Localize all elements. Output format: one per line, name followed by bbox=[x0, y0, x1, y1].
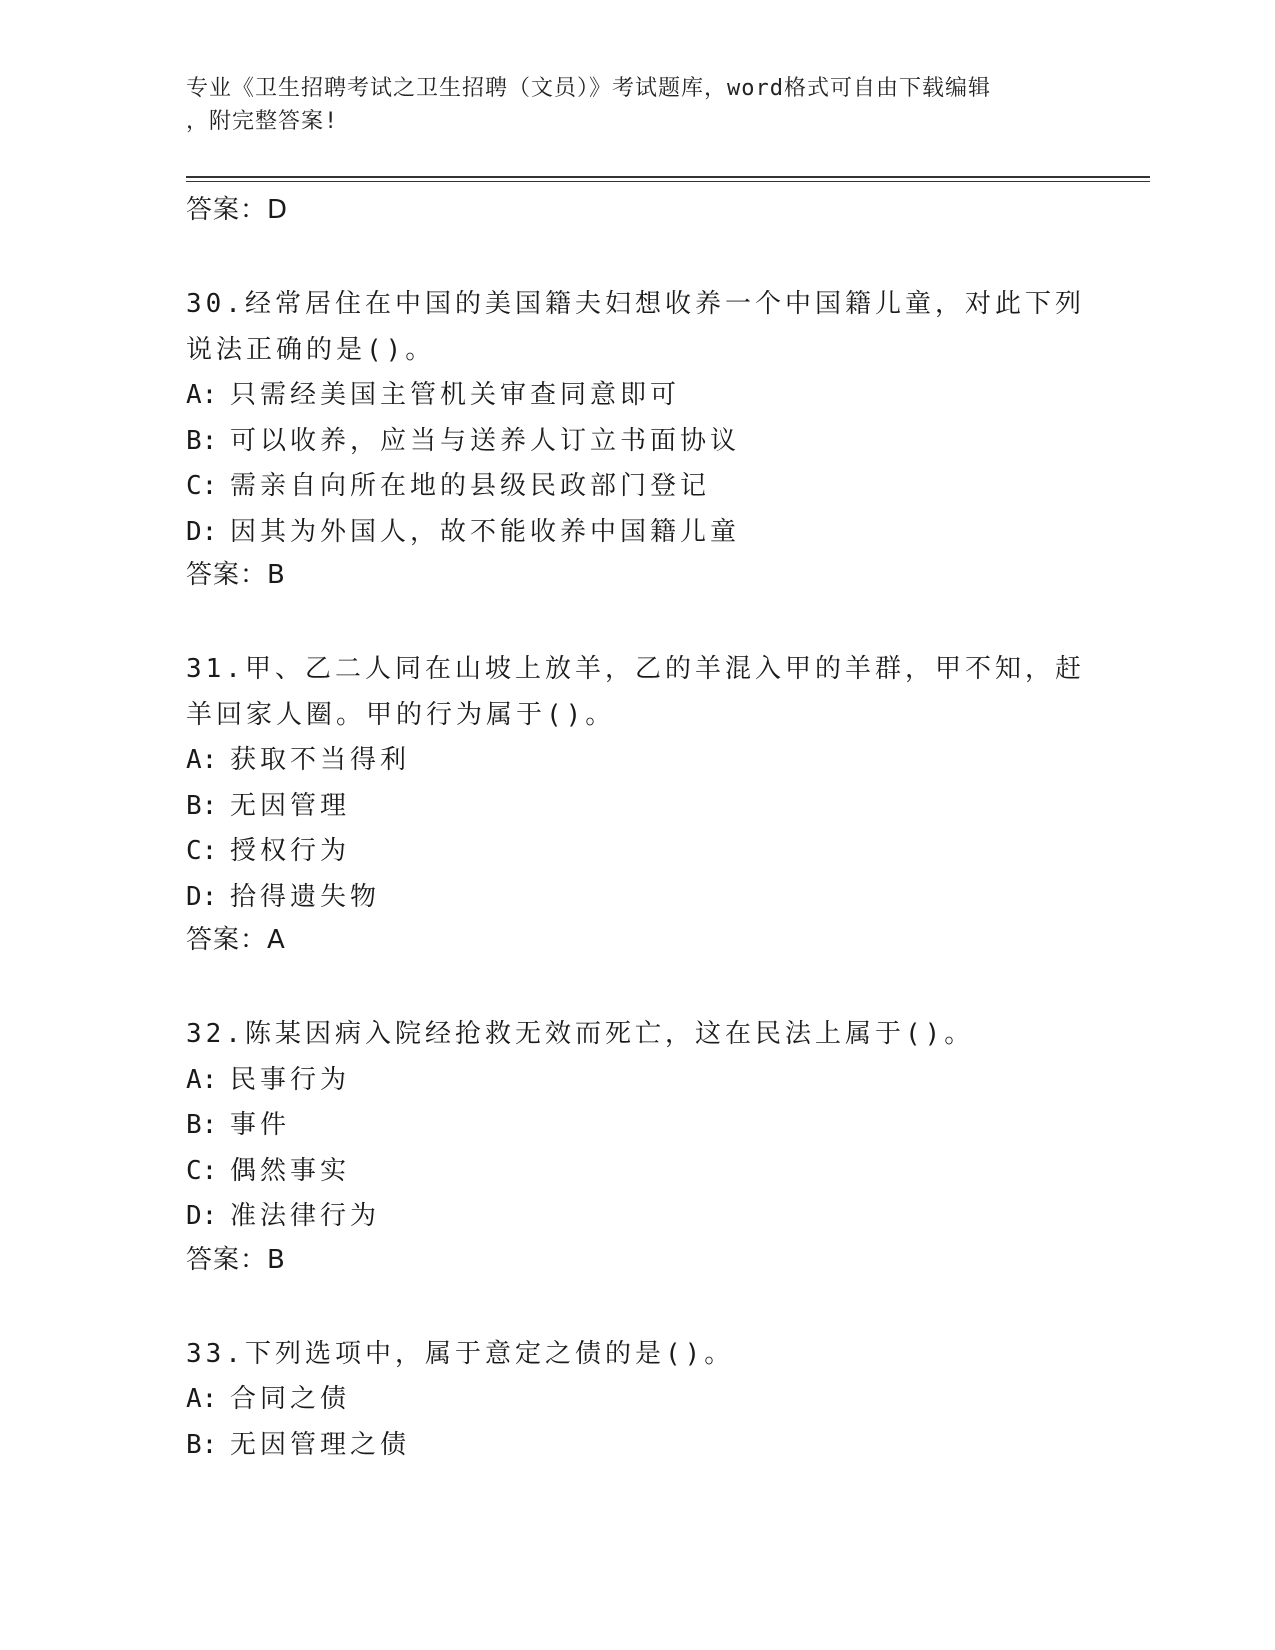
option-text: 拾得遗失物 bbox=[230, 881, 381, 912]
option-d bbox=[186, 875, 1086, 921]
option-c bbox=[186, 829, 1086, 875]
option-d bbox=[186, 1194, 1086, 1240]
option-key: C: bbox=[186, 836, 218, 866]
option-key: A: bbox=[186, 380, 218, 410]
option-text: 民事行为 bbox=[230, 1064, 351, 1095]
question-text: 31.甲、乙二人同在山坡上放羊，乙的羊混入甲的羊群，甲不知，赶羊回家人圈。甲的行为属于()。 bbox=[186, 654, 1085, 730]
option-key: D: bbox=[186, 1201, 218, 1231]
header-divider-thick bbox=[186, 176, 1150, 178]
option-key: A: bbox=[186, 1384, 218, 1414]
answer-line: 答案：A bbox=[186, 925, 286, 955]
option-b bbox=[186, 1103, 1086, 1149]
option-b bbox=[186, 1423, 1086, 1469]
option-text: 无因管理 bbox=[230, 790, 351, 821]
option-text: 授权行为 bbox=[230, 836, 351, 866]
option-c bbox=[186, 464, 1086, 510]
option-b bbox=[186, 784, 1086, 830]
option-c bbox=[186, 1149, 1086, 1195]
previous-answer: 答案：D bbox=[186, 195, 289, 225]
option-key: C: bbox=[186, 471, 218, 501]
option-text: 只需经美国主管机关审查同意即可 bbox=[230, 380, 681, 410]
question-text: 32.陈某因病入院经抢救无效而死亡，这在民法上属于()。 bbox=[186, 1019, 975, 1049]
option-text: 因其为外国人，故不能收养中国籍儿童 bbox=[230, 516, 741, 547]
option-text: 获取不当得利 bbox=[230, 745, 411, 775]
option-text: 无因管理之债 bbox=[230, 1429, 411, 1460]
question-33 bbox=[186, 1332, 1086, 1469]
option-d bbox=[186, 510, 1086, 556]
question-text: 33.下列选项中，属于意定之债的是()。 bbox=[186, 1338, 735, 1369]
document-header bbox=[186, 72, 1066, 138]
option-key: B: bbox=[186, 1110, 218, 1140]
question-30 bbox=[186, 282, 1086, 595]
option-text: 需亲自向所在地的县级民政部门登记 bbox=[230, 471, 711, 501]
option-key: B: bbox=[186, 1429, 218, 1460]
question-32 bbox=[186, 1012, 1086, 1280]
option-key: A: bbox=[186, 1064, 218, 1095]
option-text: 准法律行为 bbox=[230, 1201, 381, 1231]
option-key: B: bbox=[186, 425, 218, 456]
option-b bbox=[186, 419, 1086, 465]
option-key: B: bbox=[186, 790, 218, 821]
option-text: 偶然事实 bbox=[230, 1155, 351, 1186]
header-divider-thin bbox=[186, 181, 1150, 182]
question-list bbox=[186, 190, 1086, 1468]
answer-line: 答案：B bbox=[186, 560, 286, 590]
option-a bbox=[186, 1377, 1086, 1423]
option-a bbox=[186, 373, 1086, 419]
header-line-1: 专业《卫生招聘考试之卫生招聘（文员）》考试题库，word格式可自由下载编辑 bbox=[186, 76, 991, 101]
option-text: 事件 bbox=[230, 1110, 291, 1140]
question-text: 30.经常居住在中国的美国籍夫妇想收养一个中国籍儿童，对此下列说法正确的是()。 bbox=[186, 289, 1085, 365]
option-key: D: bbox=[186, 516, 218, 547]
answer-line: 答案：B bbox=[186, 1244, 286, 1275]
option-text: 合同之债 bbox=[230, 1384, 351, 1414]
option-key: A: bbox=[186, 745, 218, 775]
option-key: D: bbox=[186, 881, 218, 912]
option-a bbox=[186, 1058, 1086, 1104]
header-line-2: ，附完整答案! bbox=[186, 109, 339, 134]
option-text: 可以收养，应当与送养人订立书面协议 bbox=[230, 425, 741, 456]
option-a bbox=[186, 738, 1086, 784]
option-key: C: bbox=[186, 1155, 218, 1186]
question-31 bbox=[186, 647, 1086, 960]
